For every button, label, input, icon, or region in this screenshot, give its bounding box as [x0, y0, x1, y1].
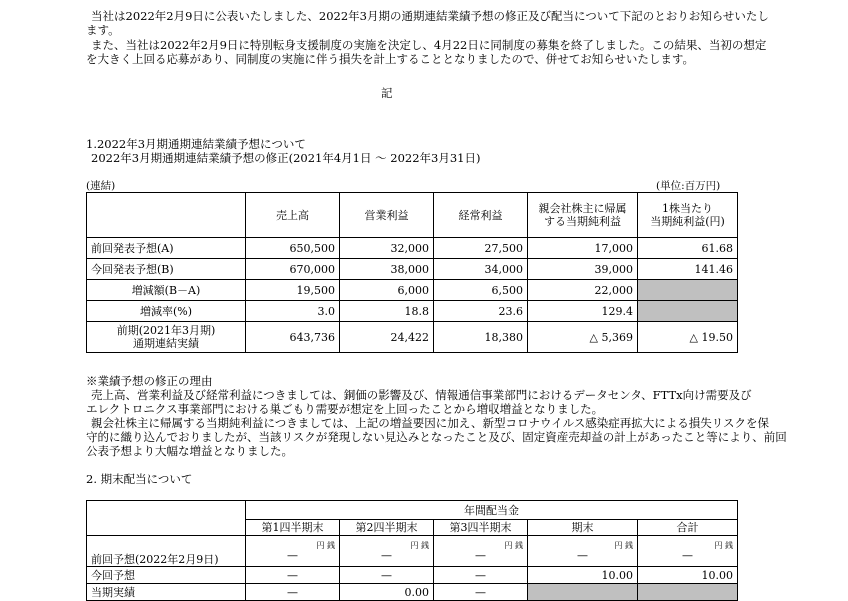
- cell-op: 18.8: [340, 301, 434, 322]
- cell-net: △ 5,369: [528, 322, 638, 353]
- cell-ord: 18,380: [434, 322, 528, 353]
- header-sales: 売上高: [246, 193, 340, 238]
- cell-sales: 670,000: [246, 259, 340, 280]
- header-eps: [638, 193, 738, 238]
- cell-eps: △ 19.50: [638, 322, 738, 353]
- cell-q1: —: [246, 567, 340, 584]
- reason-line-1: 売上高、営業利益及び経常利益につきましては、銅価の影響及び、情報通信事業部門におけるデータセンタ、FTTx向け需要及び: [91, 388, 752, 402]
- header-net-income: [528, 193, 638, 238]
- cell-net: 22,000: [528, 280, 638, 301]
- dash: —: [381, 549, 392, 562]
- section1-subtitle: 2022年3月期通期連結業績予想の修正(2021年4月1日 ～ 2022年3月31日): [91, 151, 481, 165]
- cell-sales: 650,500: [246, 238, 340, 259]
- cell-ord: 34,000: [434, 259, 528, 280]
- reason-line-5: 公表予想より大幅な増益となりました。: [86, 444, 293, 458]
- cell-year-end-shaded: [528, 584, 638, 601]
- unit-label: 円 銭: [504, 541, 523, 550]
- cell-ord: 27,500: [434, 238, 528, 259]
- unit-label: 円 銭: [614, 541, 633, 550]
- cell-q3: [434, 536, 528, 567]
- intro-line-4: を大きく上回る応募があり、同制度の実施に伴う損失を計上することとなりましたので、併せてお知らせいたします。: [86, 52, 694, 66]
- intro-line-1: 当社は2022年2月9日に公表いたしました、2022年3月期の通期連結業績予想の修正及び配当について下記のとおりお知らせいたし: [91, 9, 769, 23]
- cell-q3: —: [434, 567, 528, 584]
- header-annual-dividend: 年間配当金: [246, 501, 738, 520]
- row-label: 今回予想: [87, 567, 246, 584]
- cell-q2: 0.00: [340, 584, 434, 601]
- row-label: 前回発表予想(A): [87, 238, 246, 259]
- cell-q2: [340, 536, 434, 567]
- prev-label-line2: 通期連結実績: [133, 337, 199, 350]
- section1-title: 1.2022年3月期通期連結業績予想について: [86, 137, 306, 151]
- reason-line-4: 守的に織り込んでおりましたが、当該リスクが発現しない見込みとなったこと及び、固定資産売却益の計上があったこと等により、前回: [86, 430, 787, 444]
- header-net-income-line2: する当期純利益: [544, 215, 621, 228]
- dash: —: [475, 549, 486, 562]
- dash: —: [287, 549, 298, 562]
- cell-q3: —: [434, 584, 528, 601]
- intro-line-2: ます。: [86, 23, 120, 37]
- unit-label: (単位:百万円): [656, 180, 721, 192]
- cell-eps: 61.68: [638, 238, 738, 259]
- cell-q2: —: [340, 567, 434, 584]
- cell-net: 39,000: [528, 259, 638, 280]
- header-q1: 第1四半期末: [246, 520, 340, 536]
- cell-eps-shaded: [638, 301, 738, 322]
- cell-q1: [246, 536, 340, 567]
- table-row-previous: [87, 322, 738, 353]
- unit-label: 円 銭: [410, 541, 429, 550]
- forecast-table: [86, 192, 738, 353]
- table-row: [87, 301, 738, 322]
- row-label: 前回予想(2022年2月9日): [87, 536, 246, 567]
- cell-op: 32,000: [340, 238, 434, 259]
- cell-eps-shaded: [638, 280, 738, 301]
- intro-line-3: また、当社は2022年2月9日に特別転身支援制度の実施を決定し、4月22日に同制度の募集を終了しました。この結果、当初の想定: [91, 38, 767, 52]
- header-year-end: 期末: [528, 520, 638, 536]
- row-label: 当期実績: [87, 584, 246, 601]
- cell-op: 6,000: [340, 280, 434, 301]
- ki-label: 記: [381, 86, 393, 100]
- cell-ord: 6,500: [434, 280, 528, 301]
- cell-sales: 19,500: [246, 280, 340, 301]
- cell-year-end: [528, 536, 638, 567]
- prev-label-line1: 前期(2021年3月期): [116, 324, 216, 337]
- reason-line-3: 親会社株主に帰属する当期純利益につきましては、上記の増益要因に加え、新型コロナウイルス感染症再拡大による損失リスクを保: [91, 416, 770, 430]
- header-eps-line1: 1株当たり: [662, 202, 713, 215]
- consolidated-label: (連結): [86, 180, 116, 192]
- unit-label: 円 銭: [316, 541, 335, 550]
- header-blank: [87, 193, 246, 238]
- reason-title: ※業績予想の修正の理由: [86, 374, 213, 388]
- table-row: [87, 536, 738, 567]
- table-row: [87, 567, 738, 584]
- cell-sales: 3.0: [246, 301, 340, 322]
- row-label-previous: [87, 322, 246, 353]
- table-row: [87, 259, 738, 280]
- cell-eps: 141.46: [638, 259, 738, 280]
- cell-total: 10.00: [638, 567, 738, 584]
- cell-total: [638, 536, 738, 567]
- header-ordinary-income: 経常利益: [434, 193, 528, 238]
- table-row: [87, 584, 738, 601]
- cell-op: 24,422: [340, 322, 434, 353]
- header-total: 合計: [638, 520, 738, 536]
- dividend-table: [86, 500, 738, 601]
- cell-total-shaded: [638, 584, 738, 601]
- header-q3: 第3四半期末: [434, 520, 528, 536]
- reason-line-2: エレクトロニクス事業部門における巣ごもり需要が想定を上回ったことから増収増益となりました。: [86, 402, 604, 416]
- cell-ord: 23.6: [434, 301, 528, 322]
- header-net-income-line1: 親会社株主に帰属: [538, 202, 627, 215]
- dividend-header-blank: [87, 501, 246, 536]
- forecast-header-row: [87, 193, 738, 238]
- unit-label: 円 銭: [714, 541, 734, 550]
- cell-year-end: 10.00: [528, 567, 638, 584]
- cell-q1: —: [246, 584, 340, 601]
- row-label: 増減率(%): [87, 301, 246, 322]
- cell-sales: 643,736: [246, 322, 340, 353]
- table-row: [87, 280, 738, 301]
- header-eps-line2: 当期純利益(円): [650, 215, 725, 228]
- cell-net: 129.4: [528, 301, 638, 322]
- section2-title: 2. 期末配当について: [86, 472, 193, 486]
- header-operating-income: 営業利益: [340, 193, 434, 238]
- row-label: 増減額(B－A): [87, 280, 246, 301]
- dash: —: [682, 549, 693, 562]
- cell-net: 17,000: [528, 238, 638, 259]
- cell-op: 38,000: [340, 259, 434, 280]
- row-label: 今回発表予想(B): [87, 259, 246, 280]
- dash: —: [577, 549, 588, 562]
- table-row: [87, 238, 738, 259]
- dividend-header-row: [87, 501, 738, 520]
- header-q2: 第2四半期末: [340, 520, 434, 536]
